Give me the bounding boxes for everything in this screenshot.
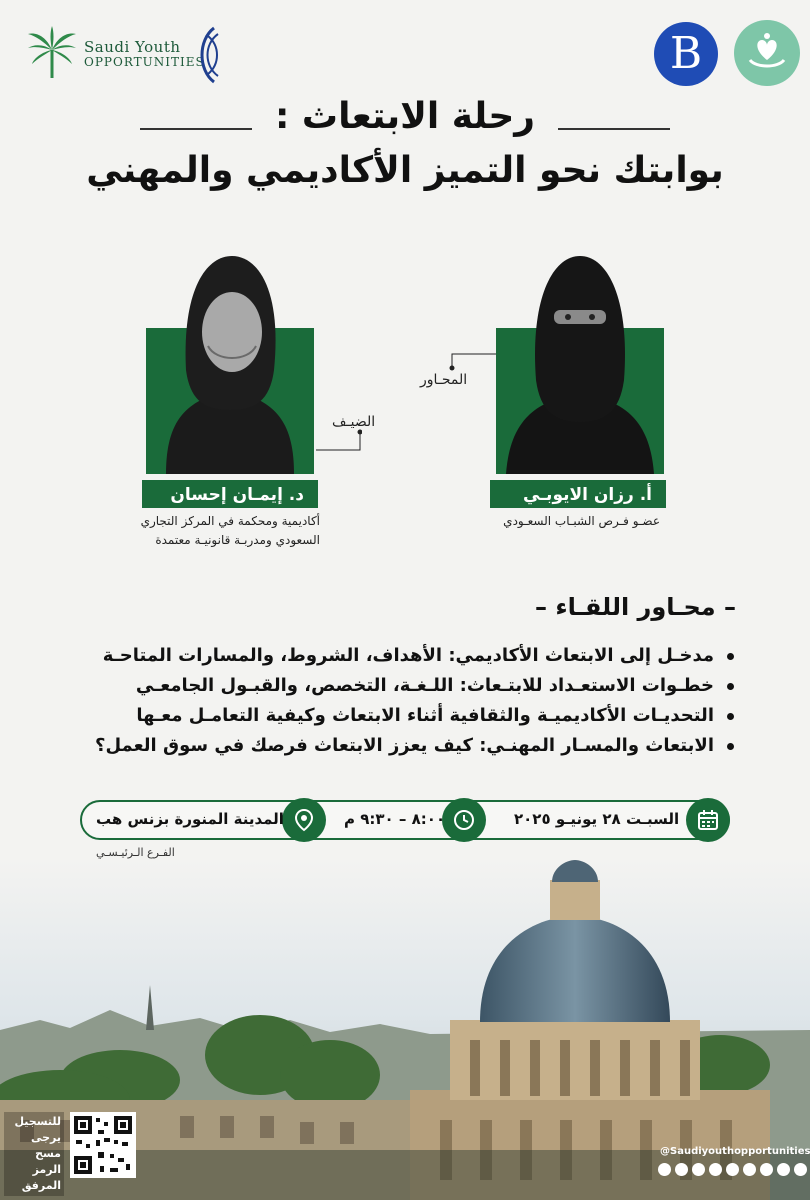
moderator-desc-line-1: عضـو فـرص الشبـاب السعـودي — [503, 514, 660, 528]
brand-line-2: OPPORTUNITIES — [84, 54, 205, 69]
brand-line-1: Saudi Youth — [84, 38, 181, 56]
brand-wordmark — [84, 40, 205, 68]
clock-icon — [442, 798, 486, 842]
agenda-item: التحديـات الأكاديميـة والثقافية أثناء الابتعاث وكيفية التعامـل معـها — [66, 704, 736, 728]
social-handle: @Saudiyouthopportunities — [660, 1146, 810, 1157]
location-pin-icon — [282, 798, 326, 842]
guest-desc-line-1: أكاديمية ومحكمة في المركز التجاري — [140, 514, 320, 528]
guest-photo — [146, 250, 314, 474]
swirl-logo-icon — [194, 26, 224, 84]
calendar-icon — [686, 798, 730, 842]
event-location: المدينة المنورة بزنس هب — [96, 810, 284, 828]
moderator-name: أ. رزان الايوبـي — [490, 480, 666, 508]
qr-instructions — [4, 1112, 64, 1196]
whatsapp-icon[interactable] — [760, 1163, 773, 1176]
guest-desc-line-2: السعودي ومدربـة قانونيـة معتمدة — [155, 532, 320, 547]
tiktok-icon[interactable] — [743, 1163, 756, 1176]
agenda-item: مدخـل إلى الابتعاث الأكاديمي: الأهداف، الشروط، والمسارات المتاحـة — [66, 644, 736, 668]
heart-hands-logo-icon — [734, 20, 800, 86]
guest-role-label: الضيـف — [332, 414, 376, 430]
b-logo-icon: B — [654, 22, 718, 86]
youtube-icon[interactable] — [658, 1163, 671, 1176]
moderator-photo — [496, 250, 664, 474]
social-icons — [658, 1163, 807, 1176]
page-title: رحلة الابتعاث : — [274, 96, 536, 137]
instagram-icon[interactable] — [692, 1163, 705, 1176]
qr-text-line-4: المرفق — [21, 1178, 61, 1192]
guest-pointer-line — [312, 428, 362, 454]
qr-text-line-1: للتسجيل — [14, 1115, 61, 1128]
agenda-item: خطـوات الاستعـداد للابتـعاث: اللـغـة، التخصص، والقبـول الجامعـي — [66, 674, 736, 698]
event-time: ٨:٠٠ – ٩:٣٠ م — [344, 810, 446, 828]
agenda-item: الابتعاث والمسـار المهنـي: كيف يعزز الابتعاث فرصك في سوق العمل؟ — [66, 734, 736, 758]
event-date: السبـت ٢٨ يونيـو ٢٠٢٥ — [514, 810, 680, 828]
guest-name: د. إيمـان إحسان — [142, 480, 318, 508]
qr-code — [70, 1112, 136, 1178]
linkedin-icon[interactable] — [794, 1163, 807, 1176]
phone-icon[interactable] — [777, 1163, 790, 1176]
agenda-list — [66, 644, 736, 764]
moderator-pointer-line — [446, 350, 498, 372]
agenda-title: – محـاور اللقـاء – — [535, 593, 736, 621]
snapchat-icon[interactable] — [726, 1163, 739, 1176]
event-branch: الفـرع الـرئيـسـي — [96, 846, 175, 859]
x-icon[interactable] — [675, 1163, 688, 1176]
page-subtitle: بوابتك نحو التميز الأكاديمي والمهني — [86, 150, 724, 191]
qr-text-line-3: مسح الرمز — [32, 1146, 61, 1176]
qr-text-line-2: يرجى — [30, 1130, 61, 1144]
palm-logo-icon — [26, 26, 78, 80]
moderator-description — [470, 512, 660, 531]
guest-description — [120, 512, 320, 549]
telegram-icon[interactable] — [709, 1163, 722, 1176]
moderator-role-label: المحـاور — [420, 372, 468, 388]
